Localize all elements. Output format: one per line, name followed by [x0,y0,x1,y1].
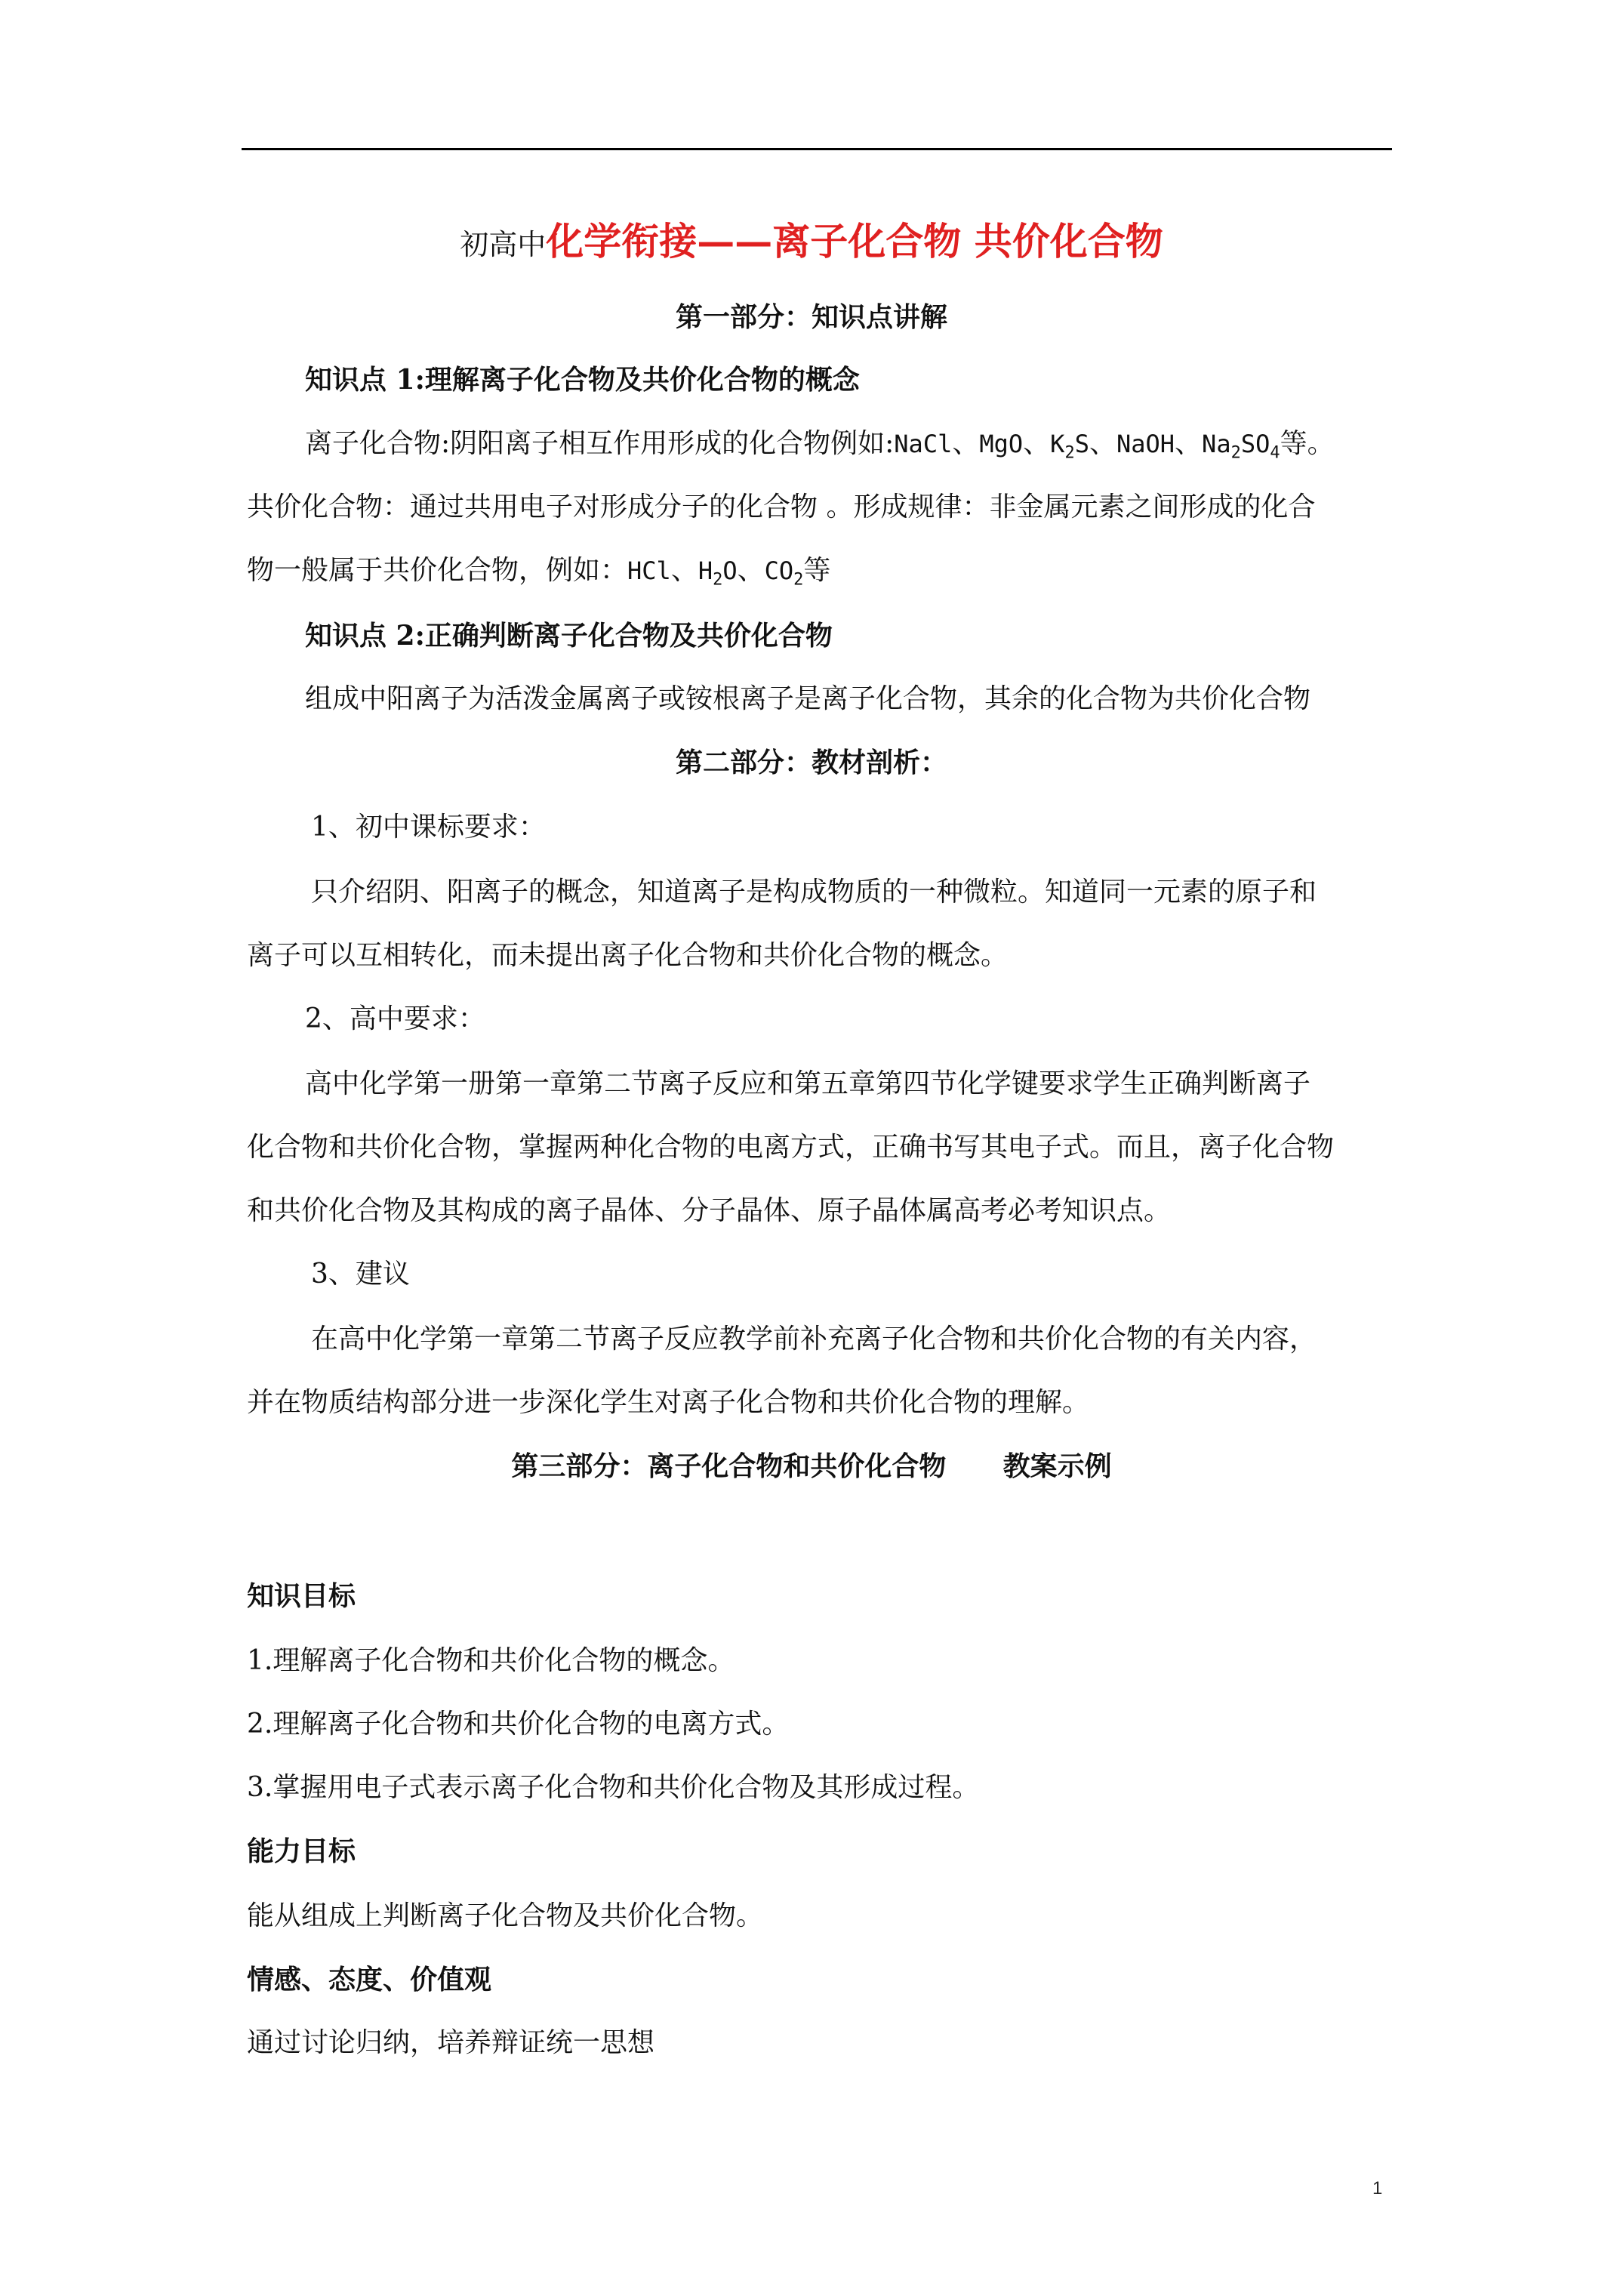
header-rule [242,148,1392,150]
formula-na2so4: $Na_2SO_4$ [1202,430,1280,463]
ionic-text: 阴阳离子相互作用形成的化合物例如: [450,428,895,459]
suggestion-text-line1: 在高中化学第一章第二节离子反应教学前补充离子化合物和共价化合物的有关内容， [311,1324,1317,1354]
covalent-definition-line2: 物一般属于共价化合物，例如：HCl、$H_2O$、$CO_2$等 [247,555,831,590]
senior-text-line2: 化合物和共价化合物，掌握两种化合物的电离方式，正确书写其电子式。而且，离子化合物 [247,1132,1335,1163]
emotion-goal-text: 通过讨论归纳，培养辩证统一思想 [247,2027,655,2058]
senior-text-line3: 和共价化合物及其构成的离子晶体、分子晶体、原子晶体属高考必考知识点。 [247,1195,1172,1226]
formula-k2s: $K_2S$ [1050,430,1089,463]
page-number: 1 [1372,2178,1383,2199]
section-suggestion: 3、建议 [311,1259,410,1290]
formula-mgo: MgO [979,430,1024,458]
ionic-label: 离子化合物: [305,428,451,459]
suggestion-text-line2: 并在物质结构部分进一步深化学生对离子化合物和共价化合物的理解。 [247,1387,1090,1418]
formula-nacl: NaCl [894,430,953,458]
section-junior-requirements: 1、初中课标要求： [311,812,546,843]
junior-text-line1: 只介绍阴、阳离子的概念，知道离子是构成物质的一种微粒。知道同一元素的原子和 [311,877,1317,908]
senior-text-line1: 高中化学第一册第一章第二节离子反应和第五章第四节化学键要求学生正确判断离子 [305,1068,1311,1099]
part1-heading: 第一部分：知识点讲解 [675,301,947,333]
formula-co2: $CO_2$ [764,556,804,590]
judgement-rule: 组成中阳离子为活泼金属离子或铵根离子是离子化合物，其余的化合物为共价化合物 [305,683,1311,714]
part2-heading: 第二部分：教材剖析： [675,747,947,778]
title-prefix: 初高中 [460,228,547,261]
knowledge-goal-2: 2.理解离子化合物和共价化合物的电离方式。 [247,1709,790,1740]
document-title [0,211,1623,266]
part3-heading: 第三部分：离子化合物和共价化合物 教案示例 [511,1450,1112,1482]
ionic-compound-definition: 离子化合物:阴阳离子相互作用形成的化合物例如:NaCl、MgO、$K_2S$、NaOH、$Na_2SO_4$等。 [305,428,1335,463]
section-senior-requirements: 2、高中要求： [305,1003,485,1034]
knowledge-point-2: 知识点 2:正确判断离子化合物及共价化合物 [305,620,833,652]
ionic-end: 等。 [1280,428,1335,459]
formula-hcl: HCl [627,556,671,585]
knowledge-goal-1: 1.理解离子化合物和共价化合物的概念。 [247,1645,735,1676]
covalent-definition-line1: 共价化合物：通过共用电子对形成分子的化合物 。形成规律：非金属元素之间形成的化合 [247,492,1316,522]
ability-goal-heading: 能力目标 [247,1835,356,1867]
knowledge-goal-3: 3.掌握用电子式表示离子化合物和共价化合物及其形成过程。 [247,1772,980,1803]
title-main: 化学衔接——离子化合物 共价化合物 [546,219,1163,264]
knowledge-goal-heading: 知识目标 [247,1580,356,1612]
formula-naoh: NaOH [1116,430,1175,458]
emotion-goal-heading: 情感、态度、价值观 [247,1964,492,1996]
junior-text-line2: 离子可以互相转化，而未提出离子化合物和共价化合物的概念。 [247,940,1009,971]
ability-goal-text: 能从组成上判断离子化合物及共价化合物。 [247,1900,764,1931]
formula-h2o: $H_2O$ [698,556,738,590]
knowledge-point-1: 知识点 1:理解离子化合物及共价化合物的概念 [305,364,860,396]
